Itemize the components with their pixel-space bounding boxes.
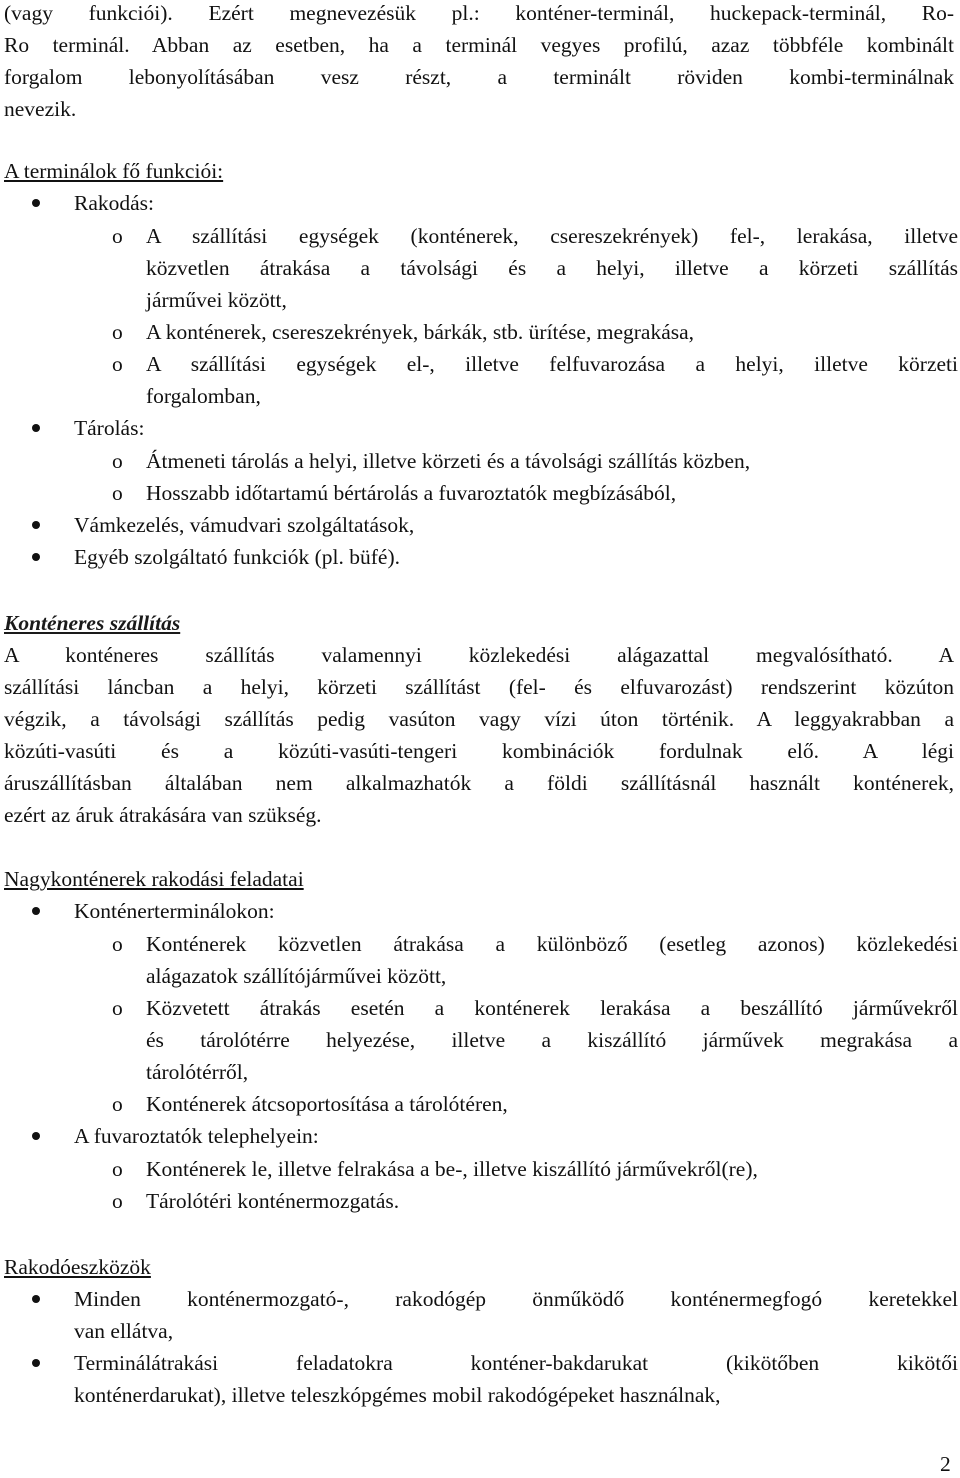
section-title-kontener: Konténeres szállítás: [4, 611, 181, 635]
circle-bullet-icon: o: [112, 481, 123, 505]
circle-bullet-icon: o: [112, 352, 123, 376]
section-heading-rakodoeszkozok: Rakodóeszközök: [4, 1255, 151, 1279]
bullet-line: Minden konténermozgató-, rakodógép önműködő konténermegfogó keretekkel: [74, 1287, 958, 1311]
sub-item-line: és tárolótérre helyezése, illetve a kiszállító járművek megrakása a: [146, 1028, 958, 1052]
bullet-line: konténerdarukat), illetve teleszkópgémes mobil rakodógépeket használnak,: [74, 1383, 721, 1407]
text-line: Ro terminál. Abban az esetben, ha a terminál vegyes profilú, azaz többféle kombinált: [4, 33, 954, 57]
bullet-dot-icon: [32, 1295, 40, 1303]
text-line: szállítási láncban a helyi, körzeti szállítást (fel- és elfuvarozást) rendszerint közúton: [4, 675, 954, 699]
circle-bullet-icon: o: [112, 320, 123, 344]
text-line: A konténeres szállítás valamennyi közlekedési alágazattal megvalósítható. A: [4, 643, 954, 667]
sub-item-line: forgalomban,: [146, 384, 261, 408]
circle-bullet-icon: o: [112, 1157, 123, 1181]
bullet-dot-icon: [32, 907, 40, 915]
bullet-dot-icon: [32, 553, 40, 561]
circle-bullet-icon: o: [112, 996, 123, 1020]
text-line: (vagy funkciói). Ezért megnevezésük pl.: konténer-terminál, huckepack-terminál, Ro-: [4, 1, 954, 25]
bullet-dot-icon: [32, 199, 40, 207]
bullet-dot-icon: [32, 1132, 40, 1140]
bullet-dot-icon: [32, 424, 40, 432]
sub-item-line: alágazatok szállítójárművei között,: [146, 964, 447, 988]
sub-item-line: járművei között,: [146, 288, 287, 312]
sub-item-line: közvetlen átrakása a távolsági és a helyi, illetve a körzeti szállítás: [146, 256, 958, 280]
sub-item-line: A konténerek, csereszekrények, bárkák, stb. ürítése, megrakása,: [146, 320, 695, 344]
text-line: forgalom lebonyolításában vesz részt, a terminált röviden kombi-terminálnak: [4, 65, 954, 89]
bullet-vamkezeles: Vámkezelés, vámudvari szolgáltatások,: [74, 513, 415, 537]
sub-item-line: Közvetett átrakás esetén a konténerek lerakása a beszállító járművekről: [146, 996, 958, 1020]
circle-bullet-icon: o: [112, 224, 123, 248]
sub-item-line: tárolótérről,: [146, 1060, 249, 1084]
bullet-rakodas: Rakodás:: [74, 191, 155, 215]
circle-bullet-icon: o: [112, 449, 123, 473]
bullet-dot-icon: [32, 1359, 40, 1367]
bullet-egyeb: Egyéb szolgáltató funkciók (pl. büfé).: [74, 545, 400, 569]
sub-item-line: A szállítási egységek el-, illetve felfuvarozása a helyi, illetve körzeti: [146, 352, 958, 376]
bullet-line: van ellátva,: [74, 1319, 174, 1343]
bullet-line: Terminálátrakási feladatokra konténer-bakdarukat (kikötőben kikötői: [74, 1351, 958, 1375]
circle-bullet-icon: o: [112, 932, 123, 956]
sub-item-line: Átmeneti tárolás a helyi, illetve körzeti és a távolsági szállítás közben,: [146, 449, 751, 473]
page-number: 2: [940, 1452, 951, 1476]
sub-item-line: Hosszabb időtartamú bértárolás a fuvaroztatók megbízásából,: [146, 481, 677, 505]
section-heading-nagykontener: Nagykonténerek rakodási feladatai: [4, 867, 304, 891]
circle-bullet-icon: o: [112, 1189, 123, 1213]
circle-bullet-icon: o: [112, 1092, 123, 1116]
text-line: ezért az áruk átrakására van szükség.: [4, 803, 322, 827]
text-line: végzik, a távolsági szállítás pedig vasúton vagy vízi úton történik. A leggyakrabban a: [4, 707, 954, 731]
sub-item-line: Konténerek le, illetve felrakása a be-, illetve kiszállító járművekről(re),: [146, 1157, 758, 1181]
sub-item-line: Konténerek átcsoportosítása a tárolótéren,: [146, 1092, 508, 1116]
sub-item-line: Tárolótéri konténermozgatás.: [146, 1189, 400, 1213]
text-line: közúti-vasúti és a közúti-vasúti-tengeri kombinációk fordulnak elő. A légi: [4, 739, 954, 763]
sub-item-line: A szállítási egységek (konténerek, csereszekrények) fel-, lerakása, illetve: [146, 224, 958, 248]
bullet-telephely: A fuvaroztatók telephelyein:: [74, 1124, 319, 1148]
text-line: áruszállításban általában nem alkalmazhatók a földi szállításnál használt konténerek,: [4, 771, 954, 795]
bullet-tarolas: Tárolás:: [74, 416, 145, 440]
section-heading-functions: A terminálok fő funkciói:: [4, 159, 224, 183]
bullet-terminal: Konténerterminálokon:: [74, 899, 275, 923]
bullet-dot-icon: [32, 521, 40, 529]
sub-item-line: Konténerek közvetlen átrakása a különböző (esetleg azonos) közlekedési: [146, 932, 958, 956]
text-line: nevezik.: [4, 97, 77, 121]
